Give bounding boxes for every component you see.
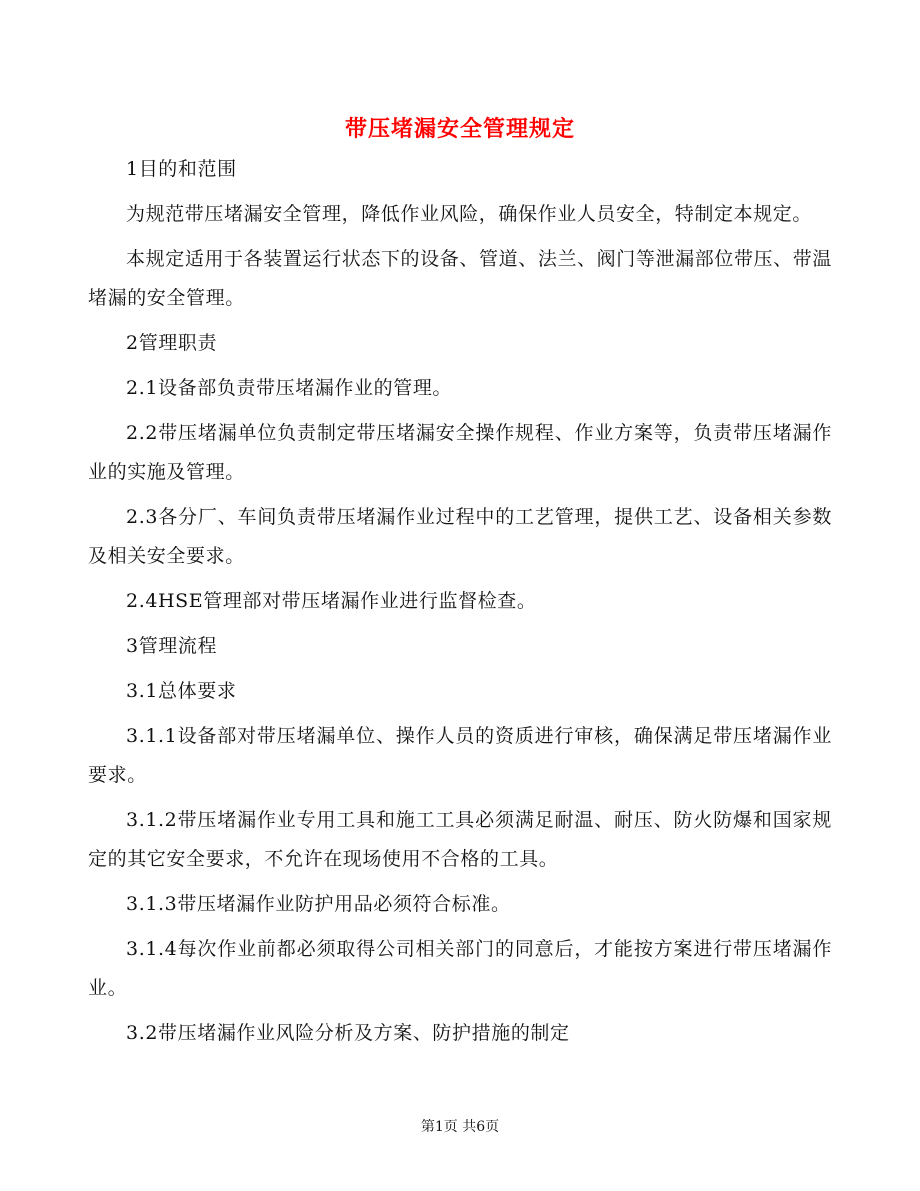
clause-3-1-2: 3.1.2带压堵漏作业专用工具和施工工具必须满足耐温、耐压、防火防爆和国家规定的其它安全要求，不允许在现场使用不合格的工具。: [88, 809, 832, 870]
paragraph: 本规定适用于各装置运行状态下的设备、管道、法兰、阀门等泄漏部位带压、带温堵漏的安全管理。: [88, 248, 832, 309]
section-heading-1: 1目的和范围: [126, 158, 237, 180]
page-number: 第1页 共6页: [420, 1119, 500, 1135]
clause-3-2: 3.2带压堵漏作业风险分析及方案、防护措施的制定: [126, 1022, 570, 1044]
clause-3-1-1: 3.1.1设备部对带压堵漏单位、操作人员的资质进行审核，确保满足带压堵漏作业要求。: [88, 725, 832, 786]
clause-2-1: 2.1设备部负责带压堵漏作业的管理。: [126, 377, 453, 399]
clause-3-1-4: 3.1.4每次作业前都必须取得公司相关部门的同意后，才能按方案进行带压堵漏作业。: [88, 938, 832, 999]
section-heading-3: 3管理流程: [126, 635, 218, 657]
clause-2-4: 2.4HSE管理部对带压堵漏作业进行监督检查。: [126, 590, 537, 612]
clause-3-1: 3.1总体要求: [126, 680, 237, 702]
clause-2-3: 2.3各分厂、车间负责带压堵漏作业过程中的工艺管理，提供工艺、设备相关参数及相关安全要求。: [88, 506, 832, 567]
document-body: [88, 150, 832, 1059]
section-heading-2: 2管理职责: [126, 332, 218, 354]
document-title: 带压堵漏安全管理规定: [344, 116, 575, 142]
clause-3-1-3: 3.1.3带压堵漏作业防护用品必须符合标准。: [126, 893, 511, 915]
clause-2-2: 2.2带压堵漏单位负责制定带压堵漏安全操作规程、作业方案等，负责带压堵漏作业的实施及管理。: [88, 422, 832, 483]
paragraph: 为规范带压堵漏安全管理，降低作业风险，确保作业人员安全，特制定本规定。: [126, 203, 813, 225]
